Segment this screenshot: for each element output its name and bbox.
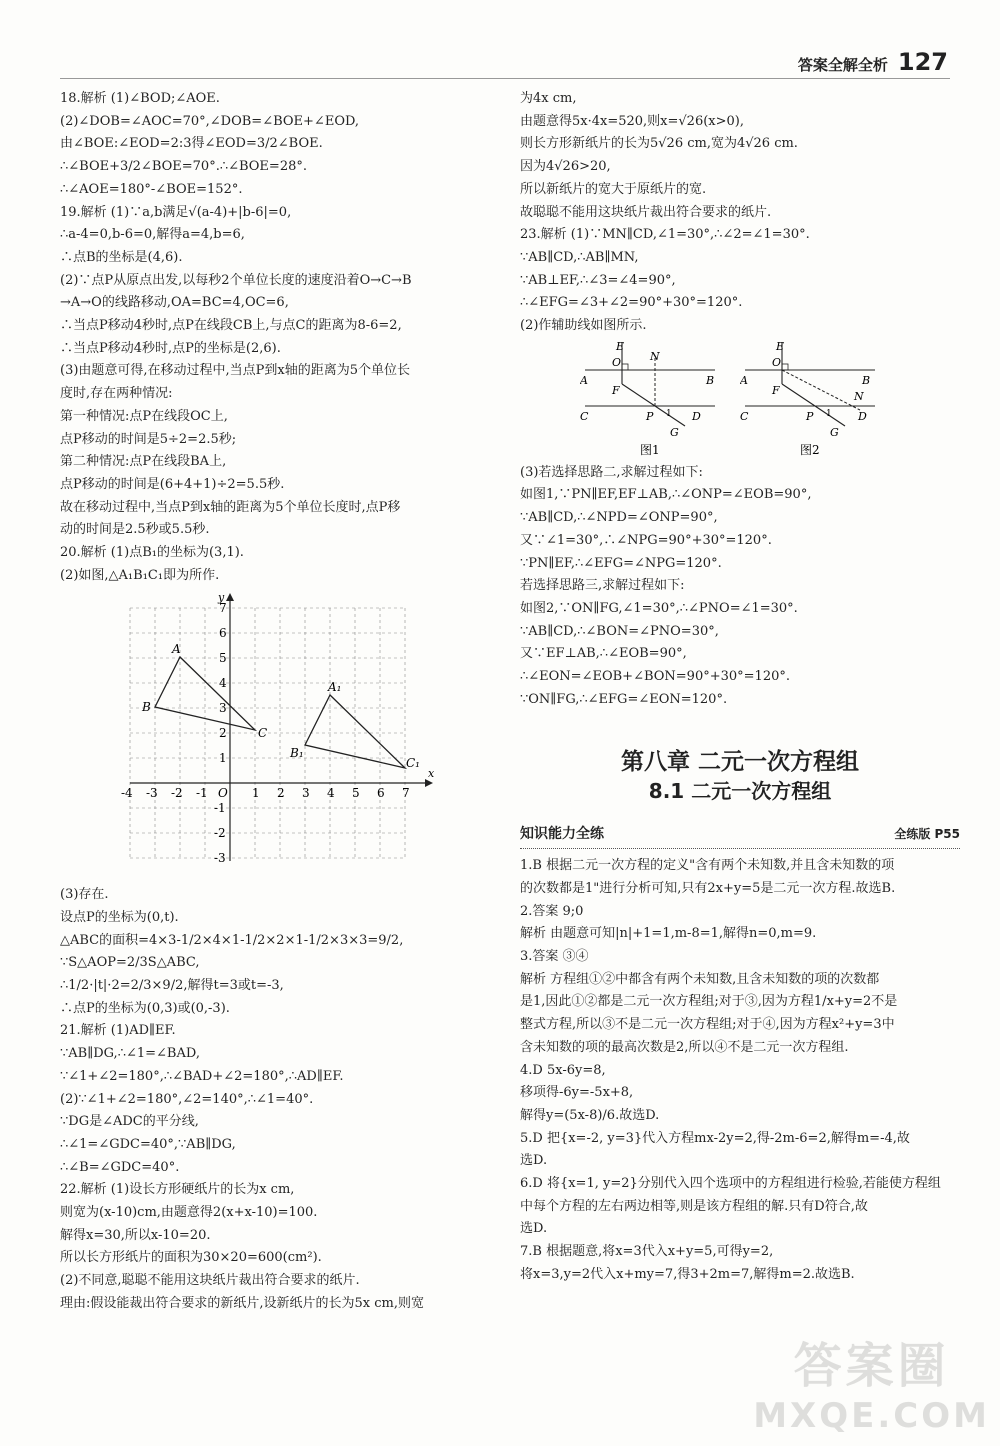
svg-text:C: C bbox=[580, 409, 589, 423]
svg-text:1: 1 bbox=[666, 408, 672, 419]
text-line: ∴∠B=∠GDC=40°. bbox=[60, 1159, 180, 1175]
text-line: 解得y=(5x-8)/6.故选D. bbox=[520, 1107, 660, 1123]
x-tick-label: 2 bbox=[277, 786, 285, 801]
coordinate-grid-figure bbox=[120, 591, 510, 880]
y-tick-label: -2 bbox=[214, 826, 226, 841]
y-tick-label: 4 bbox=[219, 676, 227, 691]
y-axis-label: y bbox=[218, 591, 225, 605]
point-b1-label: B₁ bbox=[290, 746, 304, 761]
text-line: 的次数都是1"进行分析可知,只有2x+y=5是二元一次方程.故选B. bbox=[520, 880, 896, 896]
text-line: 3.答案 ③④ bbox=[520, 948, 589, 964]
text-line: 是1,因此①②都是二元一次方程组;对于③,因为方程1/x+y=2不是 bbox=[520, 994, 898, 1010]
y-tick-label: 5 bbox=[219, 651, 227, 666]
right-column bbox=[520, 88, 960, 1287]
text-line: 将x=3,y=2代入x+my=7,得3+2m=7,解得m=2.故选B. bbox=[520, 1266, 855, 1282]
left-answers-part2 bbox=[60, 884, 510, 1315]
text-line: 则宽为(x-10)cm,由题意得2(x+x-10)=100. bbox=[60, 1205, 318, 1221]
figure-1-svg bbox=[580, 340, 720, 458]
text-line: 第一种情况:点P在线段OC上, bbox=[60, 408, 228, 424]
text-line: ∵PN∥EF,∴∠EFG=∠NPG=120°. bbox=[520, 555, 722, 571]
left-answers-part1 bbox=[60, 88, 510, 587]
y-tick-label: 2 bbox=[219, 726, 227, 741]
text-line: 选D. bbox=[520, 1153, 548, 1169]
svg-text:G: G bbox=[830, 425, 839, 439]
text-line: ∵AB∥DG,∴∠1=∠BAD, bbox=[60, 1046, 200, 1062]
watermark-line1: 答案圈 bbox=[793, 1338, 950, 1394]
text-line: 由∠BOE:∠EOD=2:3得∠EOD=3/2∠BOE. bbox=[60, 136, 323, 152]
figure-1-caption: 图1 bbox=[640, 442, 660, 457]
text-line: 所以新纸片的宽大于原纸片的宽. bbox=[520, 181, 707, 197]
svg-text:P: P bbox=[806, 409, 814, 423]
figure-2 bbox=[740, 340, 880, 458]
text-line: ∵AB∥CD,∴∠BON=∠PNO=30°, bbox=[520, 623, 719, 639]
text-line: (2)∠DOB=∠AOC=70°,∠DOB=∠BOE+∠EOD, bbox=[60, 113, 360, 129]
page-header bbox=[798, 48, 948, 76]
text-line: (2)作辅助线如图所示. bbox=[520, 318, 647, 334]
x-tick-label: -4 bbox=[121, 786, 133, 801]
svg-text:G: G bbox=[670, 425, 679, 439]
text-line: △ABC的面积=4×3-1/2×4×1-1/2×2×1-1/2×3×3=9/2, bbox=[60, 932, 404, 948]
header-title: 答案全解全析 bbox=[797, 56, 888, 74]
text-line: 点P移动的时间是5÷2=2.5秒; bbox=[60, 431, 237, 447]
text-line: 18.解析 (1)∠BOD;∠AOE. bbox=[60, 91, 220, 106]
figure-2-svg bbox=[740, 340, 880, 458]
point-a1-label: A₁ bbox=[328, 680, 342, 695]
text-line: 21.解析 (1)AD∥EF. bbox=[60, 1023, 176, 1039]
right-answers-part3 bbox=[520, 855, 960, 1286]
x-tick-label: 4 bbox=[327, 786, 335, 801]
page-number: 127 bbox=[897, 48, 948, 76]
point-c1-label: C₁ bbox=[406, 756, 420, 771]
text-line: 解析 方程组①②中都含有两个未知数,且含未知数的项的次数都 bbox=[520, 971, 880, 987]
text-line: (2)∵点P从原点出发,以每秒2个单位长度的速度沿着O→C→B bbox=[60, 272, 412, 288]
text-line: 含未知数的项的最高次数是2,所以④不是二元一次方程组. bbox=[520, 1039, 849, 1055]
x-tick-label: 7 bbox=[402, 786, 410, 801]
text-line: 22.解析 (1)设长方形硬纸片的长为x cm, bbox=[60, 1182, 295, 1198]
knowledge-bar bbox=[520, 823, 960, 849]
text-line: 23.解析 (1)∵MN∥CD,∠1=30°,∴∠2=∠1=30°. bbox=[520, 227, 810, 243]
text-line: 度时,存在两种情况: bbox=[60, 386, 173, 402]
x-tick-label: -1 bbox=[196, 786, 208, 801]
text-line: (3)存在. bbox=[60, 887, 109, 903]
x-tick-label: 5 bbox=[352, 786, 360, 801]
text-line: ∴∠1=∠GDC=40°,∵AB∥DG, bbox=[60, 1136, 236, 1152]
text-line: 5.D 把{x=-2, y=3}代入方程mx-2y=2,得-2m-6=2,解得m=-4,故 bbox=[520, 1130, 910, 1146]
text-line: 1.B 根据二元一次方程的定义"含有两个未知数,并且含未知数的项 bbox=[520, 858, 895, 874]
text-line: ∴∠AOE=180°-∠BOE=152°. bbox=[60, 181, 243, 197]
text-line: 中每个方程的左右两边相等,则是该方程组的解.只有D符合,故 bbox=[520, 1198, 868, 1214]
svg-text:O: O bbox=[772, 355, 782, 369]
text-line: ∵AB∥CD,∴∠NPD=∠ONP=90°, bbox=[520, 510, 718, 526]
watermark-line2: MXQE.COM bbox=[753, 1396, 990, 1436]
text-line: 动的时间是2.5秒或5.5秒. bbox=[60, 522, 210, 538]
text-line: 因为4√26>20, bbox=[520, 159, 611, 175]
text-line: 故聪聪不能用这块纸片裁出符合要求的纸片. bbox=[520, 204, 772, 220]
x-tick-label: 3 bbox=[302, 786, 310, 801]
point-c-label: C bbox=[258, 726, 268, 741]
text-line: 为4x cm, bbox=[520, 91, 577, 106]
svg-text:N: N bbox=[650, 349, 660, 363]
text-line: 设点P的坐标为(0,t). bbox=[60, 909, 179, 925]
text-line: 如图1,∵PN∥EF,EF⊥AB,∴∠ONP=∠EOB=90°, bbox=[520, 487, 812, 503]
text-line: 若选择思路三,求解过程如下: bbox=[520, 578, 685, 594]
svg-text:E: E bbox=[776, 339, 785, 353]
svg-text:F: F bbox=[772, 383, 780, 397]
x-tick-label: -3 bbox=[146, 786, 158, 801]
text-line: →A→O的线路移动,OA=BC=4,OC=6, bbox=[60, 295, 289, 311]
text-line: 则长方形新纸片的长为5√26 cm,宽为4√26 cm. bbox=[520, 136, 798, 152]
text-line: 7.B 根据题意,将x=3代入x+y=5,可得y=2, bbox=[520, 1244, 774, 1260]
svg-text:D: D bbox=[858, 409, 867, 423]
text-line: (2)如图,△A₁B₁C₁即为所作. bbox=[60, 567, 220, 583]
parallel-lines-figures bbox=[580, 340, 960, 458]
text-line: 故在移动过程中,当点P到x轴的距离为5个单位长度时,点P移 bbox=[60, 499, 401, 515]
text-line: ∵DG是∠ADC的平分线, bbox=[60, 1114, 199, 1130]
text-line: 6.D 将{x=1, y=2}分别代入四个选项中的方程组进行检验,若能使方程组 bbox=[520, 1176, 941, 1192]
svg-text:E: E bbox=[616, 339, 625, 353]
text-line: 又∵∠1=30°,∴∠NPG=90°+30°=120°. bbox=[520, 532, 772, 548]
svg-text:A: A bbox=[740, 373, 748, 387]
y-tick-label: 6 bbox=[219, 626, 227, 641]
x-axis-label: x bbox=[428, 767, 435, 781]
y-axis-arrow-icon bbox=[226, 593, 234, 601]
right-answers-part2 bbox=[520, 462, 960, 712]
text-line: 又∵EF⊥AB,∴∠EOB=90°, bbox=[520, 646, 687, 662]
header-divider bbox=[60, 78, 950, 79]
svg-text:B: B bbox=[862, 373, 871, 387]
text-line: ∵ON∥FG,∴∠EFG=∠EON=120°. bbox=[520, 691, 728, 707]
text-line: ∴点P的坐标为(0,3)或(0,-3). bbox=[60, 1000, 230, 1016]
text-line: 4.D 5x-6y=8, bbox=[520, 1062, 606, 1078]
text-line: 如图2,∵ON∥FG,∠1=30°,∴∠PNO=∠1=30°. bbox=[520, 600, 798, 616]
text-line: ∴当点P移动4秒时,点P的坐标是(2,6). bbox=[60, 340, 281, 356]
text-line: ∴点B的坐标是(4,6). bbox=[60, 249, 183, 265]
text-line: 19.解析 (1)∵a,b满足√(a-4)+|b-6|=0, bbox=[60, 204, 292, 220]
text-line: 解析 由题意可知|n|+1=1,m-8=1,解得n=0,m=9. bbox=[520, 926, 817, 942]
point-b-label: B bbox=[142, 700, 151, 715]
text-line: ∴当点P移动4秒时,点P在线段CB上,与点C的距离为8-6=2, bbox=[60, 318, 402, 334]
text-line: 理由:假设能裁出符合要求的新纸片,设新纸片的长为5x cm,则宽 bbox=[60, 1295, 424, 1311]
x-tick-label: -2 bbox=[171, 786, 183, 801]
figure-1 bbox=[580, 340, 720, 458]
text-line: 解得x=30,所以x-10=20. bbox=[60, 1227, 211, 1243]
y-tick-label: -3 bbox=[214, 851, 226, 866]
svg-text:F: F bbox=[612, 383, 620, 397]
text-line: ∵AB∥CD,∴AB∥MN, bbox=[520, 249, 639, 265]
text-line: ∴∠EON=∠EOB+∠BON=90°+30°=120°. bbox=[520, 669, 790, 685]
text-line: (2)不同意,聪聪不能用这块纸片裁出符合要求的纸片. bbox=[60, 1273, 360, 1289]
knowledge-bar-label: 知识能力全练 bbox=[520, 826, 604, 843]
text-line: 整式方程,所以③不是二元一次方程组;对于④,因为方程x²+y=3中 bbox=[520, 1017, 895, 1033]
text-line: ∵S△AOP=2/3S△ABC, bbox=[60, 955, 200, 971]
text-line: 点P移动的时间是(6+4+1)÷2=5.5秒. bbox=[60, 476, 285, 492]
y-tick-label: 1 bbox=[219, 751, 227, 766]
text-line: ∴∠BOE+3/2∠BOE=70°.∴∠BOE=28°. bbox=[60, 159, 307, 175]
right-answers-part1 bbox=[520, 88, 960, 338]
y-tick-label: 3 bbox=[219, 701, 227, 716]
text-line: 选D. bbox=[520, 1221, 548, 1237]
figure-2-caption: 图2 bbox=[800, 442, 820, 457]
x-tick-label: 1 bbox=[252, 786, 260, 801]
svg-text:D: D bbox=[692, 409, 701, 423]
svg-text:P: P bbox=[646, 409, 654, 423]
text-line: (2)∵∠1+∠2=180°,∠2=140°,∴∠1=40°. bbox=[60, 1091, 314, 1107]
text-line: 所以长方形纸片的面积为30×20=600(cm²). bbox=[60, 1250, 322, 1266]
chapter-title: 第八章 二元一次方程组 bbox=[620, 749, 859, 776]
y-tick-label: 7 bbox=[219, 601, 227, 616]
origin-label: O bbox=[218, 786, 228, 801]
svg-text:C: C bbox=[740, 409, 749, 423]
text-line: 移项得-6y=-5x+8, bbox=[520, 1085, 634, 1101]
text-line: 20.解析 (1)点B₁的坐标为(3,1). bbox=[60, 545, 244, 561]
text-line: ∵∠1+∠2=180°,∴∠BAD+∠2=180°,∴AD∥EF. bbox=[60, 1068, 344, 1084]
x-tick-label: 6 bbox=[377, 786, 385, 801]
y-tick-label: -1 bbox=[214, 801, 226, 816]
watermark-logo bbox=[753, 1327, 990, 1436]
x-axis-arrow-icon bbox=[425, 779, 433, 787]
text-line: 第二种情况:点P在线段BA上, bbox=[60, 454, 227, 470]
svg-text:A: A bbox=[580, 373, 588, 387]
text-line: ∴∠EFG=∠3+∠2=90°+30°=120°. bbox=[520, 295, 743, 311]
text-line: 2.答案 9;0 bbox=[520, 903, 584, 919]
text-line: ∵AB⊥EF,∴∠3=∠4=90°, bbox=[520, 272, 676, 288]
knowledge-bar-edition: 全练版 P55 bbox=[894, 827, 960, 842]
text-line: ∴1/2·|t|·2=2/3×9/2,解得t=3或t=-3, bbox=[60, 977, 284, 993]
svg-text:B: B bbox=[706, 373, 715, 387]
svg-text:O: O bbox=[612, 355, 622, 369]
text-line: (3)若选择思路二,求解过程如下: bbox=[520, 464, 703, 480]
text-line: ∴a-4=0,b-6=0,解得a=4,b=6, bbox=[60, 227, 245, 243]
point-a-label: A bbox=[172, 642, 181, 657]
left-column bbox=[60, 88, 510, 1316]
coordinate-grid-svg bbox=[120, 591, 450, 871]
section-title: 8.1 二元一次方程组 bbox=[648, 779, 832, 804]
svg-text:N: N bbox=[854, 389, 864, 403]
text-line: 由题意得5x·4x=520,则x=√26(x>0), bbox=[520, 113, 744, 129]
text-line: (3)由题意可得,在移动过程中,当点P到x轴的距离为5个单位长 bbox=[60, 363, 411, 379]
svg-text:1: 1 bbox=[826, 408, 832, 419]
